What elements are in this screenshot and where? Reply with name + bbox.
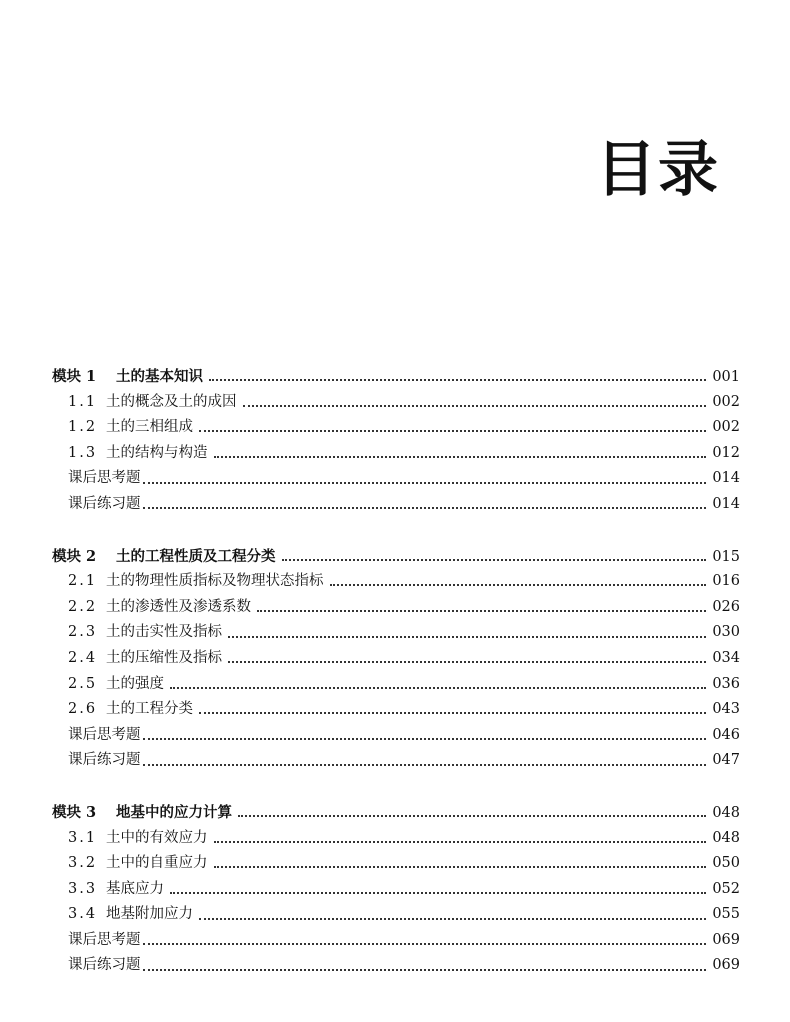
toc-section-entry[interactable] (52, 415, 740, 441)
section-title: 土的击实性及指标 (106, 624, 222, 641)
toc-section-entry[interactable] (52, 672, 740, 698)
module-title: 土的工程性质及工程分类 (116, 547, 276, 565)
table-of-contents (52, 364, 740, 979)
section-title: 土的工程分类 (106, 701, 193, 718)
toc-section-entry[interactable] (52, 902, 740, 928)
section-title: 土的压缩性及指标 (106, 649, 222, 666)
toc-exercise-entry[interactable] (52, 492, 740, 518)
dot-leader (257, 609, 706, 612)
exercise-title: 课后练习题 (68, 495, 141, 512)
page-number: 015 (712, 548, 740, 565)
section-title: 地基附加应力 (106, 906, 193, 923)
section-title: 土的三相组成 (106, 419, 193, 436)
toc-section-entry[interactable] (52, 697, 740, 723)
toc-section-entry[interactable] (52, 646, 740, 672)
section-number: 2.1 (68, 573, 98, 590)
toc-module-entry[interactable] (52, 544, 740, 570)
page-title: 目录 (596, 135, 720, 205)
toc-module-2 (52, 544, 740, 774)
section-number: 1.3 (68, 444, 98, 461)
page-number: 002 (712, 393, 740, 410)
dot-leader (243, 404, 707, 407)
dot-leader (238, 814, 706, 817)
page-number: 069 (712, 957, 740, 974)
dot-leader (143, 763, 707, 766)
toc-section-entry[interactable] (52, 569, 740, 595)
section-number: 3.4 (68, 906, 98, 923)
toc-section-entry[interactable] (52, 826, 740, 852)
dot-leader (143, 968, 707, 971)
page-number: 055 (712, 906, 740, 923)
section-title: 土中的自重应力 (106, 855, 208, 872)
toc-section-entry[interactable] (52, 595, 740, 621)
section-number: 2.6 (68, 701, 98, 718)
page-number: 016 (712, 573, 740, 590)
page-number: 030 (712, 624, 740, 641)
dot-leader (214, 865, 707, 868)
section-number: 2.5 (68, 675, 98, 692)
section-number: 2.2 (68, 598, 98, 615)
dot-leader (228, 660, 706, 663)
section-title: 土的渗透性及渗透系数 (106, 598, 251, 615)
page-number: 069 (712, 931, 740, 948)
exercise-title: 课后思考题 (68, 726, 141, 743)
section-title: 基底应力 (106, 880, 164, 897)
dot-leader (143, 737, 707, 740)
page-number: 047 (712, 752, 740, 769)
toc-exercise-entry[interactable] (52, 953, 740, 979)
page-number: 014 (712, 470, 740, 487)
section-title: 土的概念及土的成因 (106, 393, 237, 410)
page-number: 043 (712, 701, 740, 718)
page-number: 014 (712, 495, 740, 512)
dot-leader (199, 429, 706, 432)
exercise-title: 课后思考题 (68, 931, 141, 948)
dot-leader (143, 942, 707, 945)
toc-section-entry[interactable] (52, 620, 740, 646)
exercise-title: 课后思考题 (68, 470, 141, 487)
dot-leader (282, 558, 707, 561)
toc-section-entry[interactable] (52, 877, 740, 903)
toc-exercise-entry[interactable] (52, 466, 740, 492)
toc-module-entry[interactable] (52, 800, 740, 826)
module-title: 地基中的应力计算 (116, 803, 232, 821)
dot-leader (170, 686, 706, 689)
dot-leader (143, 506, 707, 509)
section-title: 土的结构与构造 (106, 444, 208, 461)
section-number: 2.4 (68, 649, 98, 666)
exercise-title: 课后练习题 (68, 957, 141, 974)
dot-leader (199, 917, 706, 920)
toc-section-entry[interactable] (52, 851, 740, 877)
toc-section-entry[interactable] (52, 390, 740, 416)
dot-leader (143, 481, 707, 484)
page-number: 046 (712, 726, 740, 743)
page-number: 052 (712, 880, 740, 897)
module-title: 土的基本知识 (116, 368, 203, 385)
module-number: 模块 3 (52, 803, 97, 821)
toc-exercise-entry[interactable] (52, 723, 740, 749)
dot-leader (228, 635, 706, 638)
page-number: 048 (712, 829, 740, 846)
dot-leader (214, 455, 707, 458)
page-number: 048 (712, 804, 740, 821)
module-number: 模块 2 (52, 547, 97, 565)
page-number: 012 (712, 444, 740, 461)
section-title: 土中的有效应力 (106, 829, 208, 846)
section-title: 土的物理性质指标及物理状态指标 (106, 573, 324, 590)
section-title: 土的强度 (106, 675, 164, 692)
toc-module-3 (52, 800, 740, 979)
dot-leader (170, 891, 706, 894)
toc-module-1 (52, 364, 740, 518)
toc-module-entry[interactable] (52, 364, 740, 390)
exercise-title: 课后练习题 (68, 752, 141, 769)
section-number: 3.3 (68, 880, 98, 897)
toc-exercise-entry[interactable] (52, 928, 740, 954)
page-number: 034 (712, 649, 740, 666)
dot-leader (199, 711, 706, 714)
page-number: 001 (712, 369, 740, 385)
page-number: 036 (712, 675, 740, 692)
section-number: 2.3 (68, 624, 98, 641)
section-number: 1.1 (68, 393, 98, 410)
toc-section-entry[interactable] (52, 441, 740, 467)
section-number: 3.2 (68, 855, 98, 872)
page-number: 026 (712, 598, 740, 615)
toc-exercise-entry[interactable] (52, 748, 740, 774)
module-number: 模块 1 (52, 368, 97, 385)
dot-leader (214, 840, 707, 843)
section-number: 1.2 (68, 419, 98, 436)
dot-leader (330, 583, 707, 586)
page-number: 002 (712, 419, 740, 436)
section-number: 3.1 (68, 829, 98, 846)
dot-leader (209, 378, 706, 381)
page-number: 050 (712, 855, 740, 872)
